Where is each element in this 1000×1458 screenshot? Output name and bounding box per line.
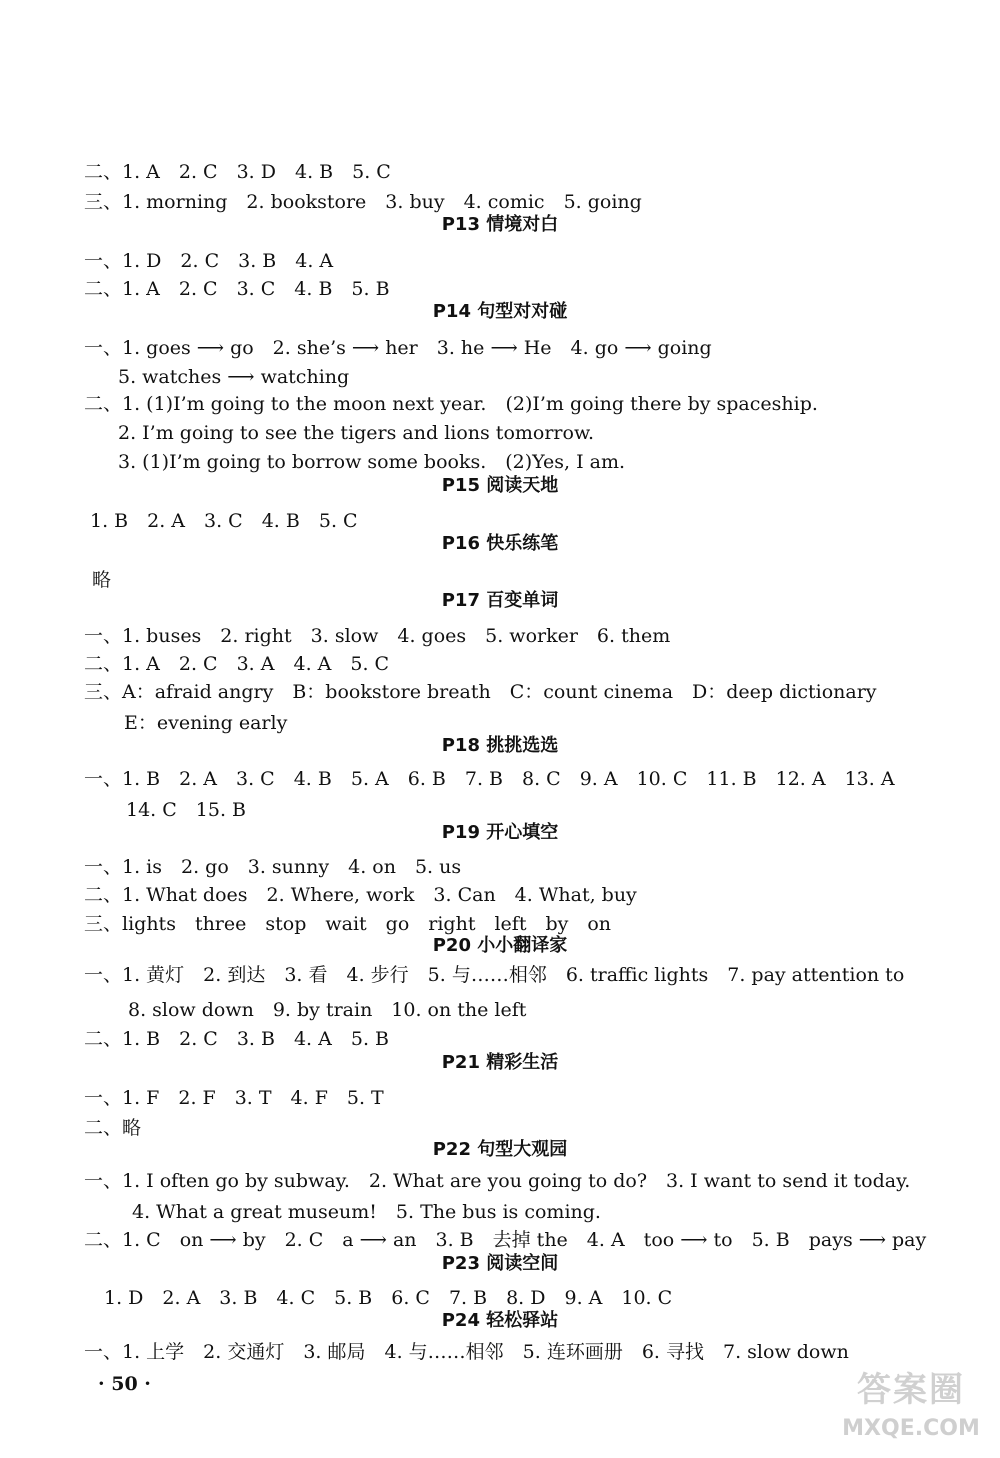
page-number: · 50 · [98,1373,151,1395]
section-heading-p13: P13 情境对白 [441,214,559,235]
answer-line: 二、1. A 2. C 3. D 4. B 5. C [84,161,391,183]
answer-line: 一、1. is 2. go 3. sunny 4. on 5. us [84,856,462,878]
watermark-logo [826,1368,996,1448]
section-heading-p22: P22 句型大观园 [432,1139,568,1160]
section-heading-p18: P18 挑挑选选 [441,735,559,756]
answer-line: 三、1. morning 2. bookstore 3. buy 4. comic 5. going [84,191,642,213]
answer-line: 三、lights three stop wait go right left by on [84,913,612,935]
answer-line: 一、1. buses 2. right 3. slow 4. goes 5. worker 6. them [84,625,671,647]
section-heading-p23: P23 阅读空间 [441,1253,559,1274]
answer-line: 一、1. 上学 2. 交通灯 3. 邮局 4. 与……相邻 5. 连环画册 6. 寻找 7. slow down [84,1341,849,1363]
section-heading-p14: P14 句型对对碰 [432,301,568,322]
answer-line: 一、1. B 2. A 3. C 4. B 5. A 6. B 7. B 8. C 9. A 10. C 11. B 12. A 13. A [84,768,895,790]
answer-line: 5. watches ⟶ watching [118,366,350,388]
answer-line: 一、1. F 2. F 3. T 4. F 5. T [84,1087,384,1109]
section-heading-p20: P20 小小翻译家 [432,935,568,956]
answer-line: 三、A：afraid angry B：bookstore breath C：count cinema D：deep dictionary [84,681,877,703]
section-heading-p17: P17 百变单词 [441,590,559,611]
answer-line: 二、1. A 2. C 3. A 4. A 5. C [84,653,390,675]
answer-line: 二、1. B 2. C 3. B 4. A 5. B [84,1028,389,1050]
answer-line: 二、1. C on ⟶ by 2. C a ⟶ an 3. B 去掉 the 4. A too ⟶ to 5. B pays ⟶ pay [84,1229,927,1251]
answer-line: 一、1. I often go by subway. 2. What are you going to do? 3. I want to send it today. [84,1170,911,1192]
answer-line: 一、1. 黄灯 2. 到达 3. 看 4. 步行 5. 与……相邻 6. traffic lights 7. pay attention to [84,964,905,986]
section-heading-p15: P15 阅读天地 [441,475,559,496]
answer-line: 2. I’m going to see the tigers and lions tomorrow. [118,422,594,444]
answer-line: E：evening early [124,712,288,734]
section-heading-p19: P19 开心填空 [441,822,559,843]
watermark-title: 答案圈 [857,1370,965,1410]
answer-line: 4. What a great museum! 5. The bus is coming. [132,1201,601,1223]
answer-line: 8. slow down 9. by train 10. on the left [128,999,527,1021]
answer-line: 一、1. D 2. C 3. B 4. A [84,250,334,272]
answer-line: 二、略 [84,1117,142,1139]
answer-line: 3. (1)I’m going to borrow some books. (2)Yes, I am. [118,451,626,473]
answer-line: 二、1. What does 2. Where, work 3. Can 4. What, buy [84,884,637,906]
answer-line: 1. B 2. A 3. C 4. B 5. C [90,510,358,532]
answer-line: 二、1. A 2. C 3. C 4. B 5. B [84,278,390,300]
answer-line: 一、1. goes ⟶ go 2. she’s ⟶ her 3. he ⟶ He 4. go ⟶ going [84,337,712,359]
section-heading-p21: P21 精彩生活 [441,1052,559,1073]
section-heading-p16: P16 快乐练笔 [441,533,559,554]
section-heading-p24: P24 轻松驿站 [441,1310,559,1331]
answer-line: 14. C 15. B [126,799,247,821]
watermark-url: MXQE.COM [842,1416,980,1441]
answer-line: 1. D 2. A 3. B 4. C 5. B 6. C 7. B 8. D 9. A 10. C [104,1287,673,1309]
answer-line: 二、1. (1)I’m going to the moon next year. (2)I’m going there by spaceship. [84,393,818,415]
answer-line: 略 [92,569,112,591]
